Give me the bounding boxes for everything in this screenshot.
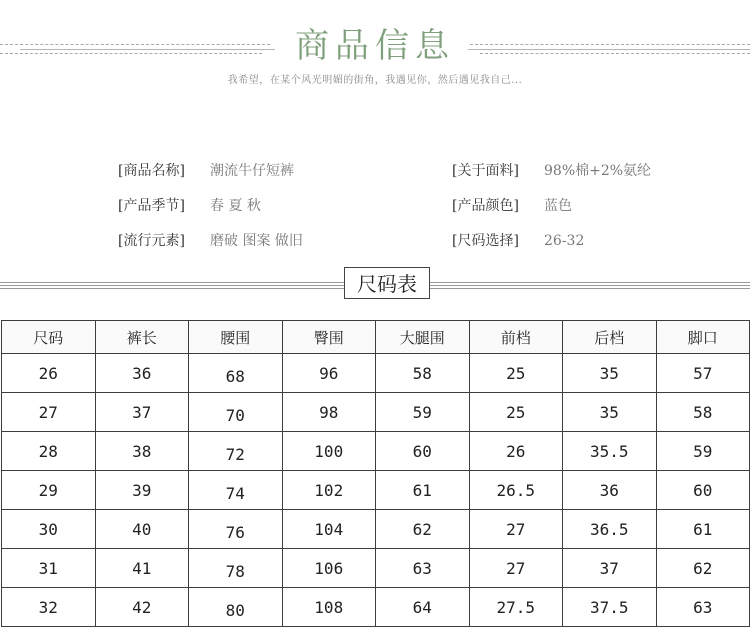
info-value: 潮流牛仔短裤 <box>210 163 294 179</box>
table-cell: 70 <box>189 393 283 432</box>
table-cell: 35.5 <box>563 432 657 471</box>
table-cell: 41 <box>95 549 189 588</box>
table-cell: 61 <box>656 510 750 549</box>
table-cell: 39 <box>95 471 189 510</box>
table-cell: 63 <box>376 549 470 588</box>
info-row-season <box>118 195 261 215</box>
table-cell: 28 <box>2 432 96 471</box>
table-header-cell: 臀围 <box>282 321 376 354</box>
table-cell: 27 <box>469 510 563 549</box>
table-row <box>2 354 750 393</box>
table-cell: 25 <box>469 393 563 432</box>
info-value: 98%棉+2%氨纶 <box>544 163 652 179</box>
size-chart-title: 尺码表 <box>344 267 430 299</box>
table-cell: 37 <box>95 393 189 432</box>
table-cell: 59 <box>656 432 750 471</box>
table-header-cell: 尺码 <box>2 321 96 354</box>
table-cell: 35 <box>563 393 657 432</box>
table-cell: 25 <box>469 354 563 393</box>
table-cell: 76 <box>189 510 283 549</box>
table-cell: 63 <box>656 588 750 627</box>
table-cell: 96 <box>282 354 376 393</box>
table-cell: 38 <box>95 432 189 471</box>
table-cell: 60 <box>656 471 750 510</box>
table-cell: 61 <box>376 471 470 510</box>
table-cell: 40 <box>95 510 189 549</box>
table-cell: 108 <box>282 588 376 627</box>
table-header-cell: 裤长 <box>95 321 189 354</box>
table-cell: 36 <box>563 471 657 510</box>
table-cell: 27 <box>469 549 563 588</box>
table-header-cell: 腰围 <box>189 321 283 354</box>
info-label: [关于面料] <box>452 163 519 179</box>
table-cell: 106 <box>282 549 376 588</box>
table-header-cell: 后档 <box>563 321 657 354</box>
table-row <box>2 432 750 471</box>
table-cell: 100 <box>282 432 376 471</box>
table-cell: 102 <box>282 471 376 510</box>
table-cell: 60 <box>376 432 470 471</box>
info-value: 磨破 图案 做旧 <box>210 233 303 249</box>
table-cell: 64 <box>376 588 470 627</box>
table-cell: 58 <box>376 354 470 393</box>
table-row <box>2 471 750 510</box>
table-cell: 27.5 <box>469 588 563 627</box>
info-row-name <box>118 160 294 180</box>
table-cell: 26 <box>2 354 96 393</box>
table-row <box>2 393 750 432</box>
table-cell: 80 <box>189 588 283 627</box>
table-cell: 74 <box>189 471 283 510</box>
table-cell: 26.5 <box>469 471 563 510</box>
table-cell: 31 <box>2 549 96 588</box>
page-subtitle: 我希望，在某个风光明媚的街角，我遇见你，然后遇见我自己... <box>227 75 523 86</box>
info-label: [尺码选择] <box>452 233 519 249</box>
table-header-cell: 前档 <box>469 321 563 354</box>
page-title: 商品信息 <box>295 26 455 66</box>
table-cell: 104 <box>282 510 376 549</box>
table-cell: 26 <box>469 432 563 471</box>
info-value: 蓝色 <box>544 198 572 214</box>
table-cell: 59 <box>376 393 470 432</box>
table-cell: 36.5 <box>563 510 657 549</box>
table-cell: 32 <box>2 588 96 627</box>
table-header-row <box>2 321 750 354</box>
table-cell: 42 <box>95 588 189 627</box>
info-label: [产品颜色] <box>452 198 519 214</box>
table-cell: 68 <box>189 354 283 393</box>
table-cell: 27 <box>2 393 96 432</box>
table-cell: 35 <box>563 354 657 393</box>
info-label: [产品季节] <box>118 198 185 214</box>
table-cell: 37.5 <box>563 588 657 627</box>
table-cell: 72 <box>189 432 283 471</box>
table-cell: 58 <box>656 393 750 432</box>
table-header-cell: 大腿围 <box>376 321 470 354</box>
table-cell: 57 <box>656 354 750 393</box>
table-cell: 62 <box>376 510 470 549</box>
table-cell: 30 <box>2 510 96 549</box>
table-cell: 62 <box>656 549 750 588</box>
info-row-elements <box>118 230 303 250</box>
info-label: [商品名称] <box>118 163 185 179</box>
table-cell: 37 <box>563 549 657 588</box>
info-value: 春 夏 秋 <box>210 198 261 214</box>
table-cell: 98 <box>282 393 376 432</box>
table-row <box>2 588 750 627</box>
info-value: 26-32 <box>544 233 585 249</box>
info-label: [流行元素] <box>118 233 185 249</box>
info-row-fabric <box>452 160 651 180</box>
size-table <box>1 320 750 627</box>
table-cell: 36 <box>95 354 189 393</box>
info-row-sizes <box>452 230 584 250</box>
table-row <box>2 549 750 588</box>
header <box>0 0 750 100</box>
table-cell: 78 <box>189 549 283 588</box>
info-row-color <box>452 195 572 215</box>
table-header-cell: 脚口 <box>656 321 750 354</box>
table-cell: 29 <box>2 471 96 510</box>
table-row <box>2 510 750 549</box>
